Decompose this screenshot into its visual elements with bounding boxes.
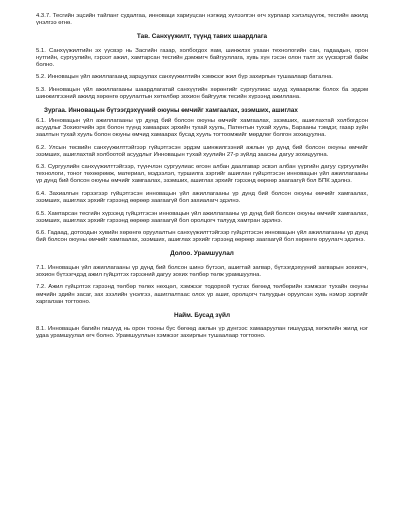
paragraph: 5.3. Инновацын үйл ажиллагааны шаардлагатай санхүүгийн хөрөнгийг сургуулиас шууд хуваарилж болох ба эрдэм шинжилгээний ажилд хөрөнгө оруулалтын хөтөлбөр зохион байгуулж тесийн хүрээнд ажиллана.: [36, 86, 368, 101]
paragraph: 8.1. Инновацын багийн гишүүд нь орон тооны бус бөгөөд ажлын үр дүнгээс хамааруулан гишүүдэд хөгжлийн жилд нэг удаа урамшуулал өгч болно. Урамшууллын хэмжээг захирлын тушаалаар тогтооно.: [36, 326, 368, 340]
paragraph: 4.3.7. Тесгийн эцсийн тайланг судалгаа, инноваци хариуцсан нэгжид хүлээлгэн өгч хурлаар хэлэлцүүлж, тесгийн ажилд үнэлгээ өгнө.: [36, 13, 368, 27]
paragraph: 6.4. Захиалгын гэрээгээр гүйцэтгэсэн инновацын үйл ажиллагааны үр дүнд бий болсон оюуны өмчийг хамгаалах, эзэмших, ашиглах эрхийг гэрээнд өөрөөр заагаагүй бол захиалагч эдэлнэ.: [36, 190, 368, 205]
paragraph: 5.2. Инновацын үйл ажиллагаанд зарцуулах санхүүжилтийн хэмжээг жил бүр захирлын тушаалаар батална.: [36, 74, 333, 81]
section-subheading: Зургаа. Инновацын бүтээгдэхүүний оюуны өмчийг хамгаалах, эзэмших, ашиглах: [44, 106, 298, 114]
document-body: [36, 13, 368, 341]
paragraph: 6.3. Сургуулийн санхүүжилттэйгээр, түүнчлэн сургуулиас өгсөн албан даалгавар эсвэл албан үүргийн дагуу сургуулийн технологи, тоног төхөөрөмж, материал, мэдээлэл, туршилга зэргийг ашиглан гүйцэтгэсэн инновацын үйл ажиллагааны үр дүнд бий болсон оюуны өмчийг хамгаалах, эзэмших, ашиглах эрхийг гэрээнд өөрөөр заагаагүй бол БПК эдэлнэ.: [36, 164, 368, 185]
paragraph: 6.6. Гадаад, дотоодын хувийн хөрөнгө оруулалтын санхүүжилттэйгээр гүйцэтгэсэн инновацын үйл ажиллагааны үр дүнд бий болсон оюуны өмчийг хамгаалах, эзэмших, ашиглах эрхийг гэрээнд өөрөөр заагаагүй бол хөрөнгө оруулагч эдэлнэ.: [36, 230, 368, 244]
paragraph: 7.1. Инновацын үйл ажиллагааны үр дүнд бий болсон шинэ бүтээл, ашигтай загвар, бүтээгдэхүүний загварын зохиогч, зохион бүтээгчдэд ажил гүйцэтгэх гэрээний дагуу зохих төлбөр төлж урамшуулна.: [36, 264, 368, 278]
paragraph: 5.1. Санхүүжилтийн эх үүсвэр нь Засгийн газар, холбогдох яам, шинжлэх ухаан технологийн сан, гадаадын, орон нутгийн, сургуулийн, гэрээт ажил, хамтарсан тесгийн дэмжигч байгууллага, хувь хүн гэсэн олон талт эх үүсвэртэй байж болно.: [36, 47, 368, 68]
section-heading: Найм. Бусад зүйл: [173, 311, 231, 319]
paragraph: 6.5. Хамтарсан тесгийн хүрээнд гүйцэтгэсэн инновацын үйл ажиллагааны үр дүнд бий болсон оюуны өмчийг хамгаалах, эзэмших, ашиглах эрхийг гэрээнд өөрөөр заагаагүй бол оролцогч талууд хамтран эдэлнэ.: [36, 210, 368, 224]
paragraph: 6.1. Инновацын үйл ажиллагааны үр дүнд бий болсон оюуны өмчийг хамгаалах, эзэмших, ашиглахтай холбогдсон асуудлыг Зохиогчийн эрх болон түүнд хамаарах эрхийн тухай хууль, Патентын тухай хууль, Барааны тэмдэг, газар зүйн заалтын тухай хууль болон оюуны өмчид хамаарах бусад хууль тогтоомжийг мөрдлөг болгон зохицуулна.: [36, 118, 368, 139]
paragraph: 6.2. Улсын төсвийн санхүүжилттэйгээр гүйцэтгэсэн эрдэм шинжилгээний ажлын үр дүнд бий болсон оюуны өмчийг эзэмших, ашиглахтай холбоотой асуудлыг Инновацын тухай хуулийн 27-р зүйлд заасны дагуу зохицуулна.: [36, 144, 368, 158]
paragraph: 7.2. Ажил гүйцэтгэх гэрээнд төлбөр төлөх нөхцөл, хэмжээг тодорхой тусгах бөгөөд төлбөрийн хэмжээг тухайн оюуны өмчийн эдийн засаг, зах зээлийн үнэлгээ, ашиглалтаас олох үр ашиг, оролцогч талуудын оруулсан хувь нэмэр зэргийг харгалзан тогтооно.: [36, 284, 368, 305]
section-heading: Тав. Санхүүжилт, түүнд тавих шаардлага: [136, 33, 268, 41]
section-heading: Долоо. Урамшуулал: [170, 250, 234, 258]
